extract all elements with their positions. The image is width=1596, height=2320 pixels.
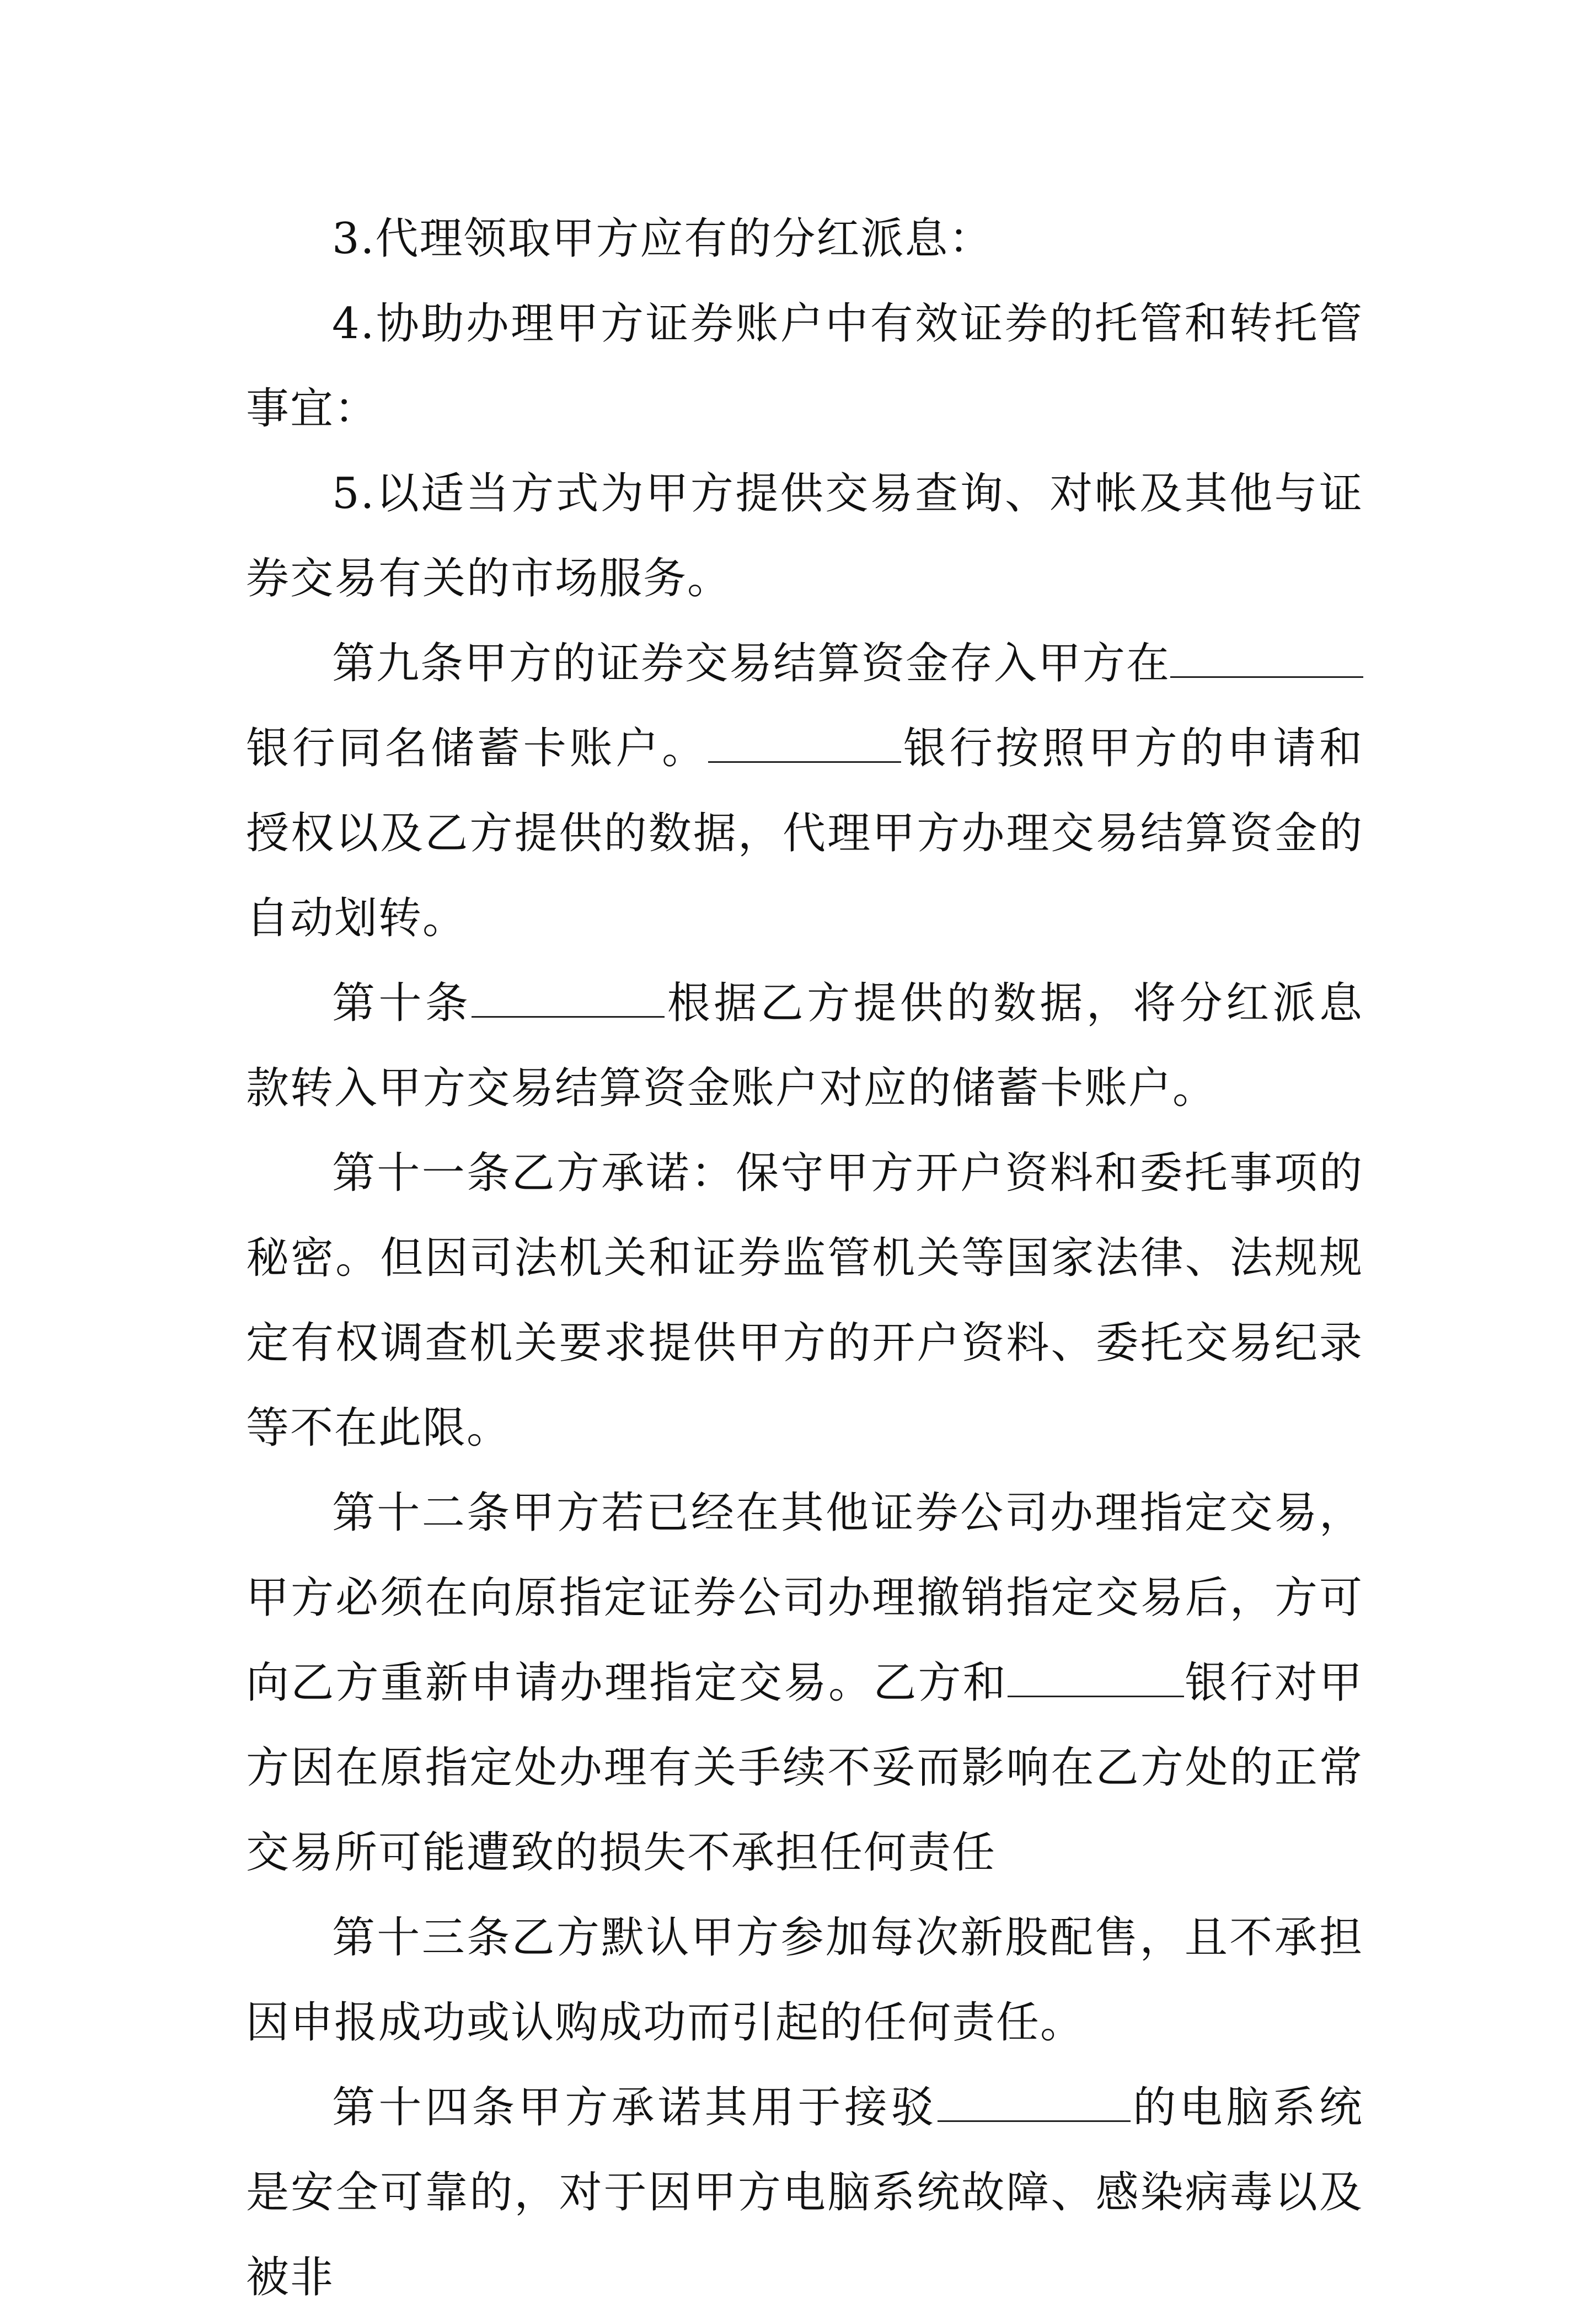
article-14-text-b: 的电脑系统是安全可靠的，对于因甲方电脑系统故障、感染病毒以及被非 [246,2083,1363,2302]
article-12-text-b: 银行对甲方因在原指定处办理有关手续不妥而影响在乙方处的正常交易所可能遭致的损失不承担任何责任 [246,1658,1363,1878]
article-10-text-b: 根据乙方提供的数据，将分红派息款转入甲方交易结算资金账户对应的储蓄卡账户。 [246,979,1363,1113]
blank-system-name [938,2084,1131,2122]
article-14 [246,2065,1363,2320]
article-10 [246,961,1363,1131]
article-12-text-a: 第十二条甲方若已经在其他证券公司办理指定交易，甲方必须在向原指定证券公司办理撤销指定交易后，方可向乙方重新申请办理指定交易。乙方和 [246,1488,1363,1708]
blank-bank-name [708,725,901,763]
item-5: 5.以适当方式为甲方提供交易查询、对帐及其他与证券交易有关的市场服务。 [246,469,1363,603]
article-9-text-b: 银行同名储蓄卡账户。 [246,724,708,773]
blank-bank-name [1008,1659,1184,1697]
article-12 [246,1471,1363,1895]
article-13: 第十三条乙方默认甲方参加每次新股配售，且不承担因申报成功或认购成功而引起的任何责任。 [246,1913,1363,2048]
article-9-text-a: 第九条甲方的证券交易结算资金存入甲方在 [332,639,1171,688]
article-10-text-a: 第十条 [332,979,472,1028]
article-14-text-a: 第十四条甲方承诺其用于接驳 [332,2083,938,2132]
article-11: 第十一条乙方承诺：保守甲方开户资料和委托事项的秘密。但因司法机关和证券监管机关等国家法律、法规规定有权调查机关要求提供甲方的开户资料、委托交易纪录等不在此限。 [246,1148,1363,1453]
item-3: 3.代理领取甲方应有的分红派息： [332,214,993,264]
item-4: 4.协助办理甲方证券账户中有效证券的托管和转托管事宜： [246,299,1363,434]
article-9 [246,621,1363,961]
blank-bank-name [1170,640,1363,678]
blank-bank-name [472,980,665,1018]
document-body [246,196,1363,2320]
article-9-text-c: 银行按照甲方的申请和授权以及乙方提供的数据，代理甲方办理交易结算资金的自动划转。 [246,724,1363,943]
